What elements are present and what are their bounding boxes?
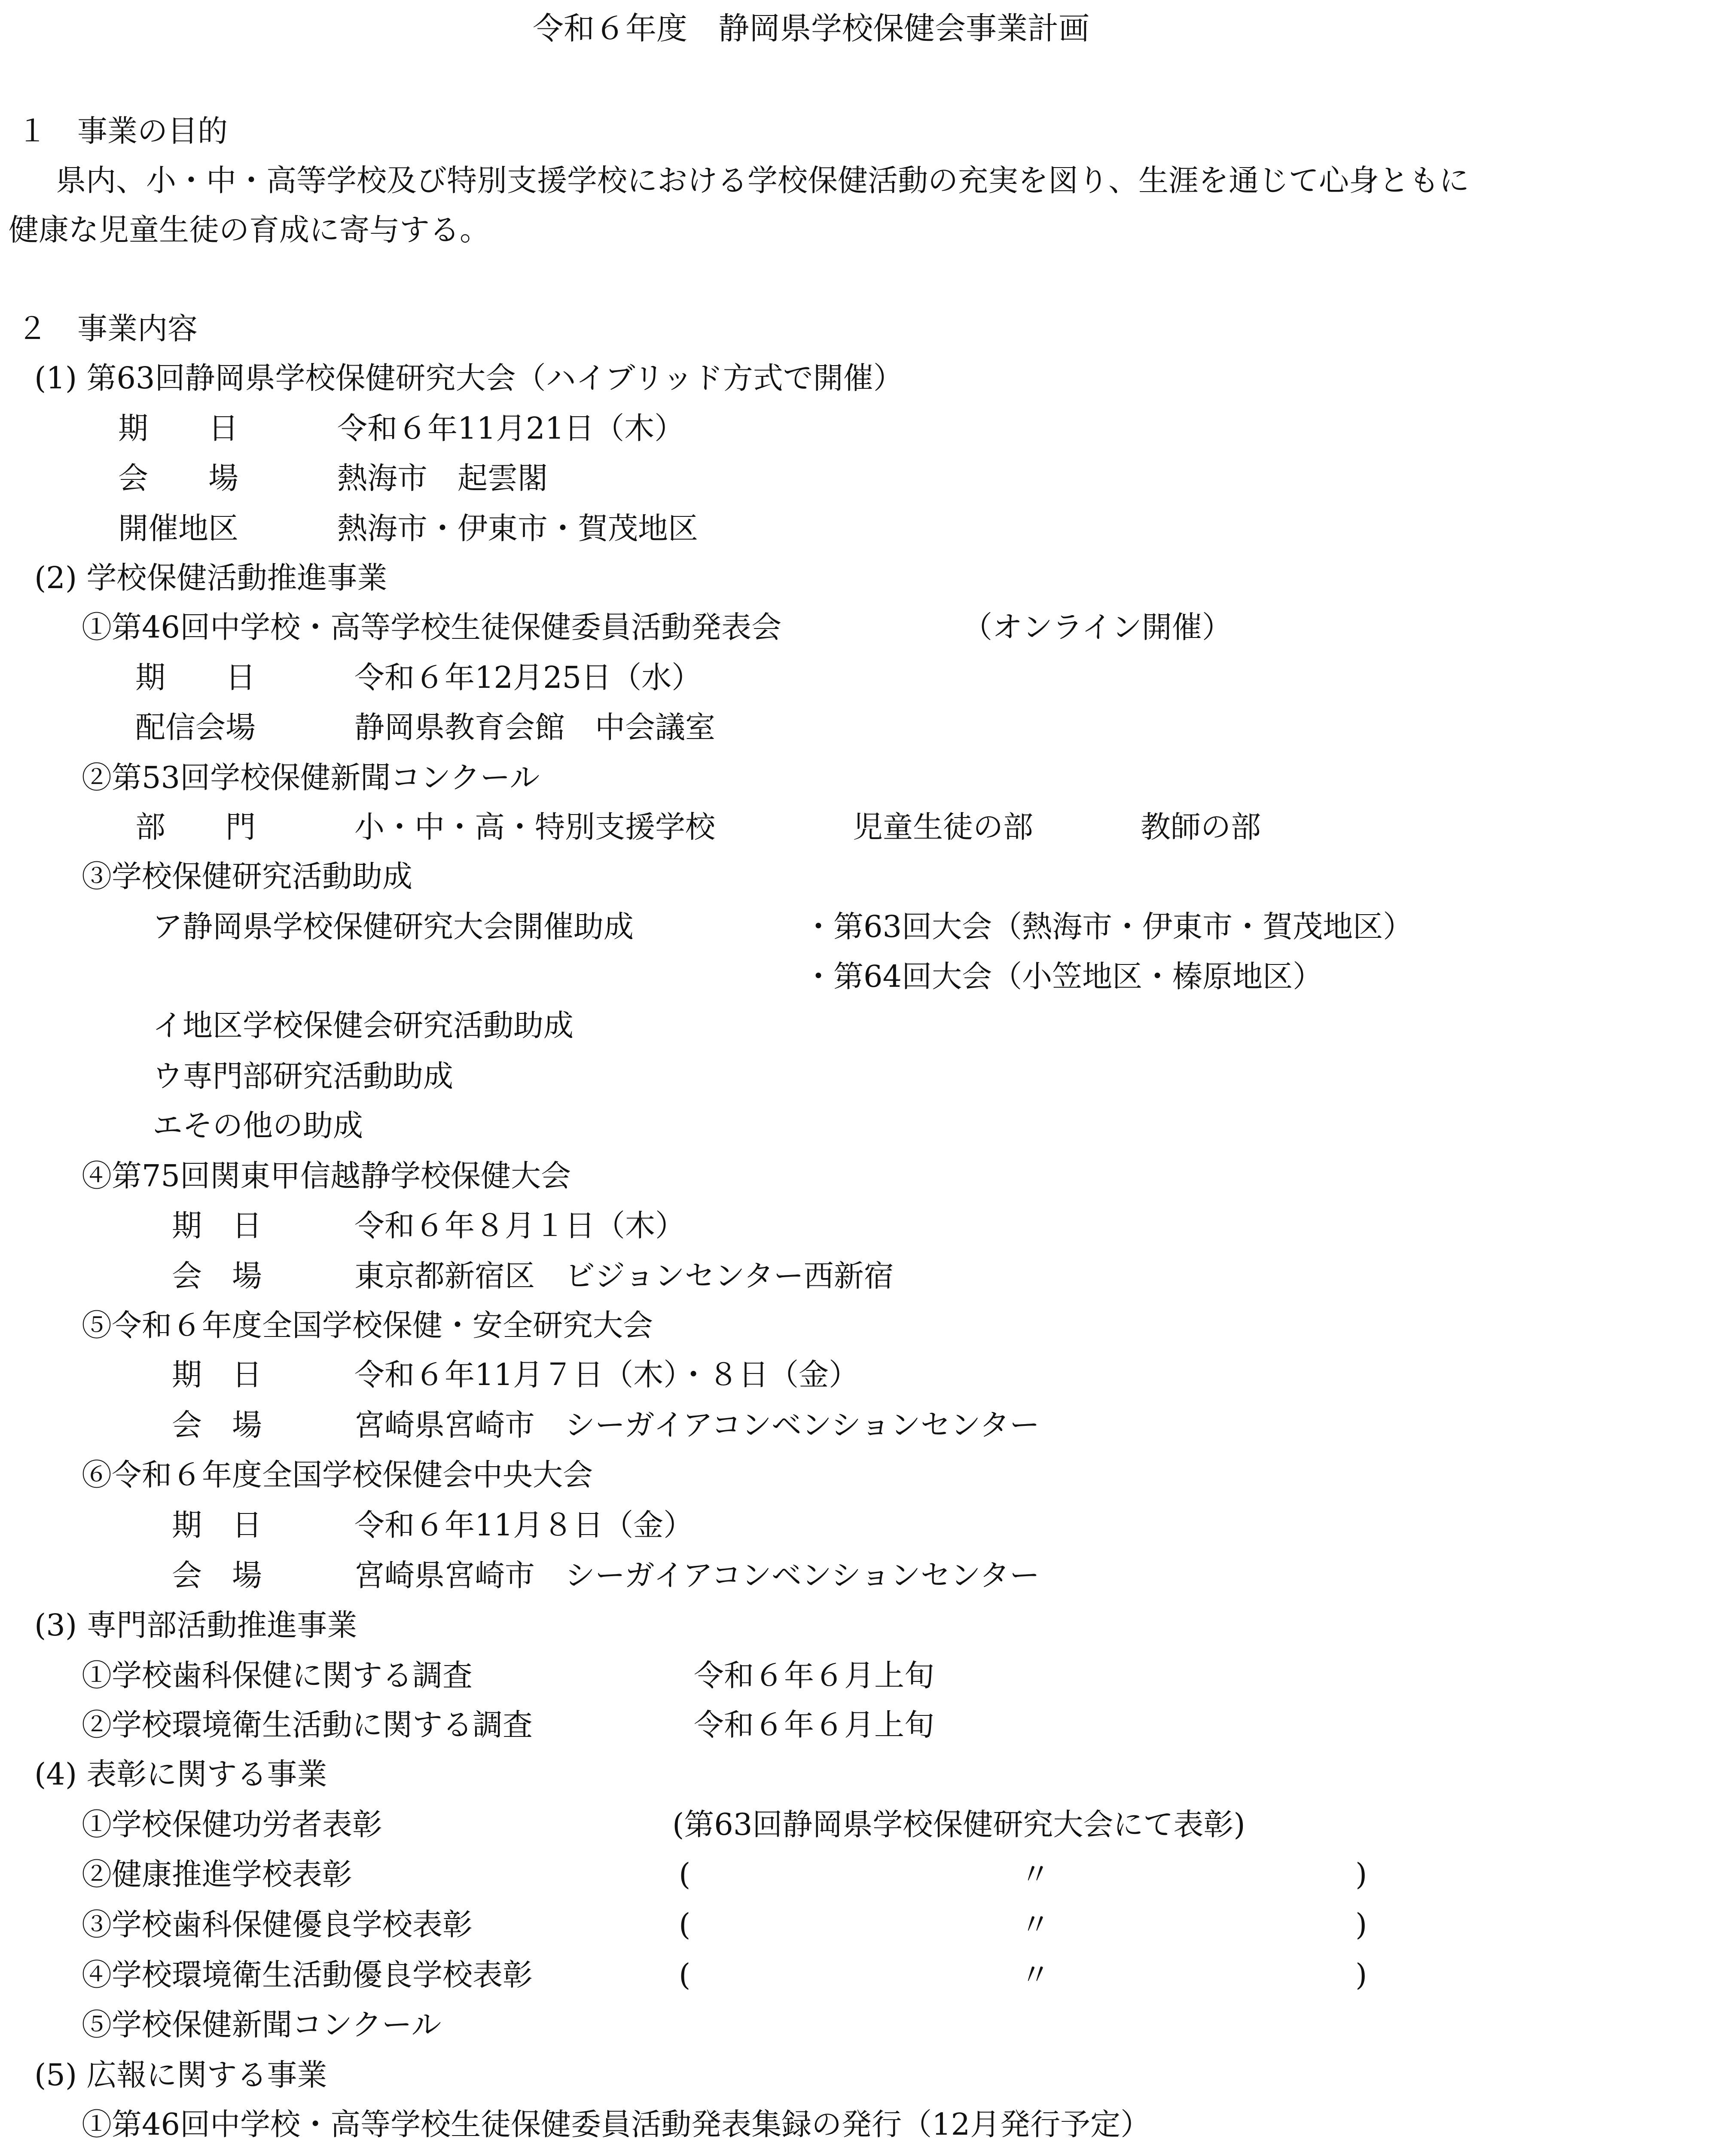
s1-venue: 熱海市 起雲閣 [337,461,548,496]
s4-row-5-label: ⑤学校保健新聞コンクール [82,2007,442,2042]
s2-item-6-date: 令和６年11月８日（金） [354,1507,694,1543]
s1-venue-label: 会 場 [118,461,238,496]
s3-row-2-label: ②学校環境衛生活動に関する調査 [82,1707,533,1742]
s2-item-4-venue-label: 会 場 [172,1258,262,1294]
s2-item-5-venue-label: 会 場 [172,1407,262,1443]
s4-row-3-close-paren: ) [1355,1907,1367,1942]
s1-area: 熱海市・伊東市・賀茂地区 [337,511,698,546]
s4-row-4-label: ④学校環境衛生活動優良学校表彰 [82,1957,533,1992]
s4-row-3-label: ③学校歯科保健優良学校表彰 [82,1907,473,1942]
s4-row-2-ditto-mark: 〃 [1020,1857,1050,1892]
section-1-heading: (1) 第63回静岡県学校保健研究大会（ハイブリッド方式で開催） [34,360,903,396]
s2-item-3-a-1: ・第63回大会（熱海市・伊東市・賀茂地区） [803,909,1413,944]
section-2-heading: (2) 学校保健活動推進事業 [34,560,387,595]
s2-item-4-title: ④第75回関東甲信越静学校保健大会 [82,1158,571,1193]
s2-item-1-venue-label: 配信会場 [135,710,256,745]
s4-row-3-open-paren: ( [679,1907,691,1942]
s2-item-5-title: ⑤令和６年度全国学校保健・安全研究大会 [82,1308,653,1343]
s2-item-2-dept-3: 教師の部 [1141,809,1261,845]
s2-item-3-c: ウ専門部研究活動助成 [153,1059,453,1094]
s4-row-4-ditto-mark: 〃 [1020,1957,1050,1992]
s5-row-1: ①第46回中学校・高等学校生徒保健委員活動発表集録の発行（12月発行予定） [82,2107,1151,2142]
s4-row-1-note: (第63回静岡県学校保健研究大会にて表彰) [672,1807,1245,1842]
s4-row-2-close-paren: ) [1355,1857,1367,1892]
s1-date: 令和６年11月21日（木） [337,411,685,446]
s4-row-2-label: ②健康推進学校表彰 [82,1857,352,1892]
s2-item-1-date-label: 期 日 [135,660,256,695]
s2-item-2-dept-label: 部 門 [135,809,256,845]
purpose-heading: １ 事業の目的 [17,113,228,149]
s2-item-3-b: イ地区学校保健会研究活動助成 [153,1008,574,1043]
s1-area-label: 開催地区 [118,511,238,546]
s4-row-1-label: ①学校保健功労者表彰 [82,1807,382,1842]
s4-row-4-open-paren: ( [679,1957,691,1992]
s4-row-2-open-paren: ( [679,1857,691,1892]
s2-item-5-date: 令和６年11月７日（木）・８日（金） [354,1357,859,1392]
s4-row-3-ditto-mark: 〃 [1020,1907,1050,1942]
s4-row-4-close-paren: ) [1355,1957,1367,1992]
section-4-heading: (4) 表彰に関する事業 [34,1757,327,1792]
purpose-line-1: 県内、小・中・高等学校及び特別支援学校における学校保健活動の充実を図り、生涯を通じて心身ともに [56,163,1469,198]
document-title: 令和６年度 静岡県学校保健会事業計画 [533,10,1090,46]
s3-row-2-date: 令和６年６月上旬 [694,1707,934,1742]
s3-row-1-date: 令和６年６月上旬 [694,1658,934,1693]
s2-item-3-d: エその他の助成 [153,1108,363,1143]
s1-date-label: 期 日 [118,411,238,446]
s2-item-2-dept-1: 小・中・高・特別支援学校 [354,809,715,845]
s2-item-4-venue: 東京都新宿区 ビジョンセンター西新宿 [354,1258,894,1294]
s3-row-1-label: ①学校歯科保健に関する調査 [82,1658,473,1693]
content-heading: ２ 事業内容 [17,311,198,346]
purpose-line-2: 健康な児童生徒の育成に寄与する。 [9,212,490,247]
s2-item-1-date: 令和６年12月25日（水） [354,660,702,695]
s2-item-1-note: （オンライン開催） [962,610,1232,645]
s2-item-6-venue: 宮崎県宮崎市 シーガイアコンベンションセンター [354,1558,1040,1593]
s2-item-2-dept-2: 児童生徒の部 [853,809,1033,845]
s2-item-5-venue: 宮崎県宮崎市 シーガイアコンベンションセンター [354,1407,1040,1443]
section-5-heading: (5) 広報に関する事業 [34,2057,327,2093]
s2-item-6-date-label: 期 日 [172,1507,262,1543]
s2-item-6-title: ⑥令和６年度全国学校保健会中央大会 [82,1457,593,1492]
s2-item-5-date-label: 期 日 [172,1357,262,1392]
s2-item-3-a-2: ・第64回大会（小笠地区・榛原地区） [803,959,1323,994]
s2-item-2-title: ②第53回学校保健新聞コンクール [82,760,540,795]
s2-item-1-title: ①第46回中学校・高等学校生徒保健委員活動発表会 [82,610,782,645]
s2-item-4-date-label: 期 日 [172,1208,262,1243]
s2-item-3-a: ア静岡県学校保健研究大会開催助成 [153,909,634,944]
s2-item-4-date: 令和６年８月１日（木） [354,1208,685,1243]
s2-item-3-title: ③学校保健研究活動助成 [82,859,412,894]
section-3-heading: (3) 専門部活動推進事業 [34,1608,357,1643]
s2-item-6-venue-label: 会 場 [172,1558,262,1593]
s2-item-1-venue: 静岡県教育会館 中会議室 [354,710,715,745]
